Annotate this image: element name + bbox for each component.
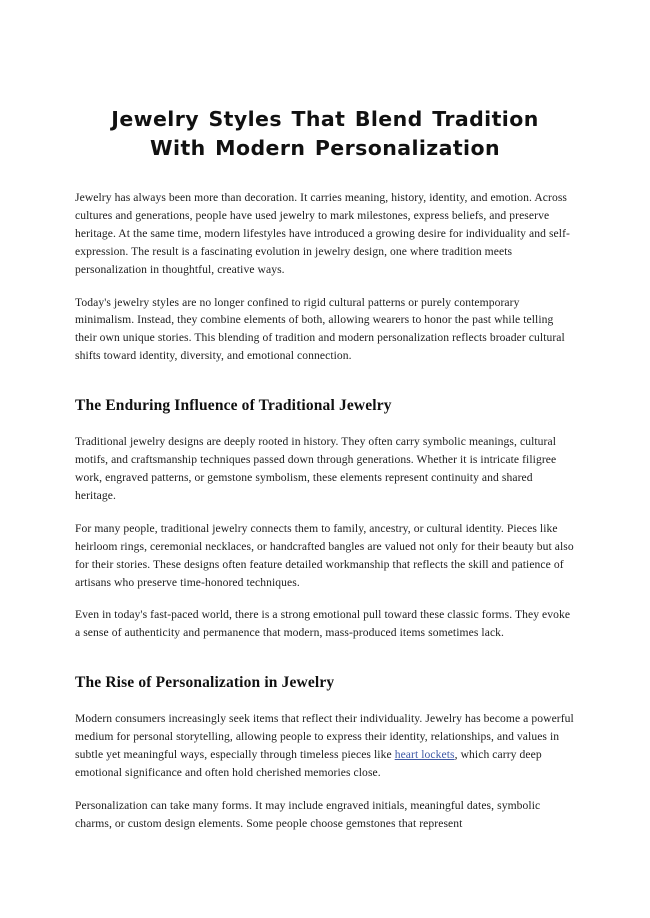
section-1-paragraph-3: Even in today's fast-paced world, there is a strong emotional pull toward these classic forms. They evoke a sense of authenticity and permanence that modern, mass-produced items sometimes lack.: [75, 608, 571, 640]
section-2-paragraph-2: Personalization can take many forms. It may include engraved initials, meaningful dates, symbolic charms, or custom design elements. Some people choose gemstones that represent: [75, 798, 541, 830]
spacer: [75, 782, 575, 797]
spacer: [75, 365, 575, 396]
intro-paragraph-1: Jewelry has always been more than decoration. It carries meaning, history, identity, and emotion. Across cultures and generations, people have used jewelry to mark milestones, express beliefs, and preserve heritage. At the same time, modern lifestyles have introduced a growing desire for individuality and self-expression. The result is a fascinating evolution in jewelry design, one where tradition meets personalization in thoughtful, creative ways.: [75, 191, 570, 276]
paragraph-text-after-link: , which carry deep emotional significance and often hold cherished memories close.: [75, 748, 542, 779]
section-heading-traditional-jewelry: The Enduring Influence of Traditional Jewelry: [75, 397, 392, 415]
intro-paragraph-2: Today's jewelry styles are no longer confined to rigid cultural patterns or purely contemporary minimalism. Instead, they combine elements of both, allowing wearers to honor the past while telling their own unique stories. This blending of tradition and modern personalization reflects broader cultural shifts toward identity, diversity, and emotional connection.: [75, 295, 565, 363]
spacer: [75, 163, 575, 189]
spacer: [75, 279, 575, 294]
document-content: [75, 0, 575, 833]
heart-lockets-link[interactable]: heart lockets: [394, 748, 455, 762]
spacer: [75, 416, 575, 433]
section-1-paragraph-2: For many people, traditional jewelry connects them to family, ancestry, or cultural identity. Pieces like heirloom rings, ceremonial necklaces, or handcrafted bangles are valued not only for their beauty but also for their stories. These designs often feature detailed workmanship that reflects the skill and patience of artisans who preserve time-honored techniques.: [75, 521, 574, 589]
spacer: [75, 505, 575, 520]
page-title: Jewelry Styles That Blend Tradition With Modern Personalization: [111, 107, 539, 160]
spacer: [75, 642, 575, 673]
section-2-paragraph-1: [75, 710, 575, 782]
spacer: [75, 693, 575, 710]
paragraph-text-before-link: Modern consumers increasingly seek items that reflect their individuality. Jewelry has become a powerful medium for personal storytelling, allowing people to express their identity, relationships, and values in subtle yet meaningful ways, especially through timeless pieces like: [75, 712, 574, 762]
section-heading-personalization: The Rise of Personalization in Jewelry: [75, 674, 335, 692]
spacer: [75, 591, 575, 606]
section-1-paragraph-1: Traditional jewelry designs are deeply rooted in history. They often carry symbolic meanings, cultural motifs, and craftsmanship techniques passed down through generations. Whether it is intricate filigree work, engraved patterns, or gemstone symbolism, these elements represent continuity and shared heritage.: [75, 435, 557, 502]
